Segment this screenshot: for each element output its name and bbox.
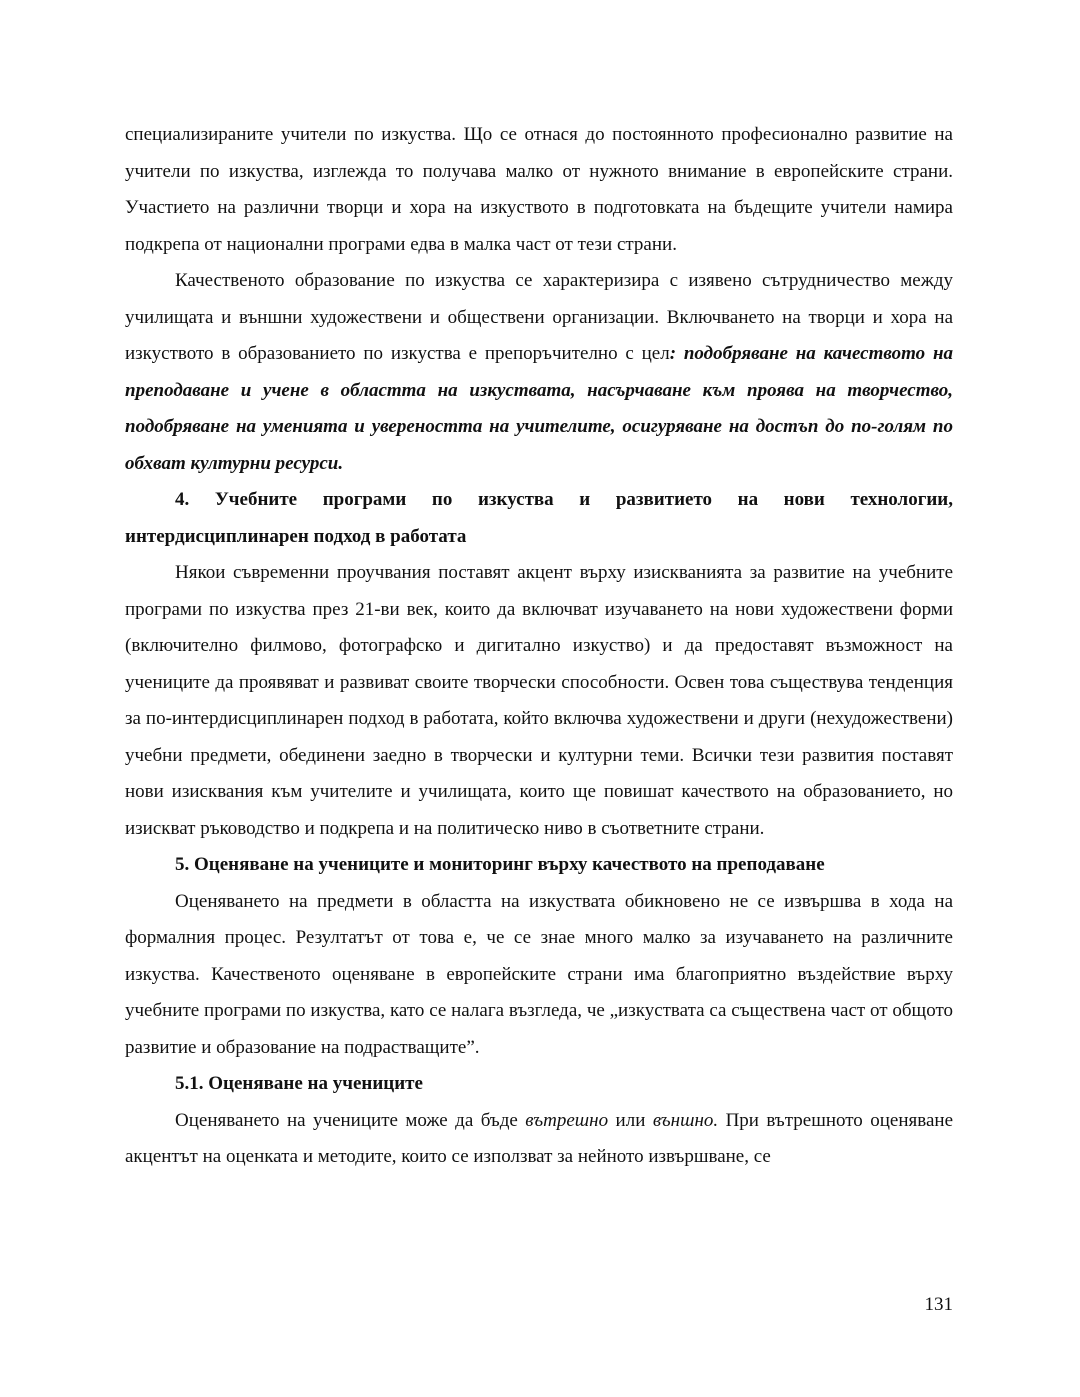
document-page [125, 117, 953, 1176]
paragraph-student-assessment-text-2: или [608, 1109, 653, 1131]
paragraph-curricula: Някои съвременни проучвания поставят акцент върху изискванията за развитие на учебните програми по изкуства през 21-ви век, които да включват изучаването на нови художествени форми (включително филмово, фотографско и дигитално изкуство) и да предоставят възможност на учениците да проявяват и развиват своите творчески способности. Освен това съществува тенденция за по-интердисциплинарен подход в работата, който включва художествени и други (нехудожествени) учебни предмети, обединени заедно в творчески и културни теми. Всички тези развития поставят нови изисквания към учителите и училищата, които ще повишат качеството на образованието, но изискват ръководство и подкрепа и на политическо ниво в съответните страни. [125, 562, 953, 839]
paragraph-student-assessment-text-1: Оценяването на учениците може да бъде [175, 1109, 526, 1131]
paragraph-quality-education-emphasis: : подобряване на качеството на преподаване и учене в областта на изкуствата, насърчаване към проява на творчество, подобряване на уменията и увереността на учителите, осигуряване на достъп до по-голям по обхват културни ресурси. [125, 343, 953, 474]
section-heading-5-1: 5.1. Оценяване на учениците [175, 1073, 423, 1094]
paragraph-professional-development: специализираните учители по изкуства. Що се отнася до постоянното професионално развитие на учители по изкуства, изглежда то получава малко от нужното внимание в европейските страни. Участието на различни творци и хора на изкуството в подготовката на бъдещите учители намира подкрепа от национални програми едва в малка част от тези страни. [125, 124, 953, 255]
paragraph-quality-education [125, 263, 953, 482]
paragraph-student-assessment [125, 1103, 953, 1176]
paragraph-quality-education-text: Качественото образование по изкуства се характеризира с изявено сътрудничество между училищата и външни художествени и обществени организации. Включването на творци и хора на изкуството в образованието по изкуства е препоръчително с цел [125, 270, 953, 364]
paragraph-assessment: Оценяването на предмети в областта на изкуствата обикновено не се извършва в хода на формалния процес. Резултатът от това е, че се знае много малко за изучаването на различните изкуства. Качественото оценяване в европейските страни има благоприятно въздействие върху учебните програми по изкуства, като се налага възгледа, че „изкуствата са съществена част от общото развитие и образование на подрастващите”. [125, 890, 953, 1058]
paragraph-student-assessment-text-3: При вътрешното оценяване акцентът на оценката и методите, които се използват за нейното извършване, се [125, 1109, 954, 1167]
page-number: 131 [924, 1294, 953, 1315]
term-internal: вътрешно [525, 1109, 609, 1131]
section-heading-5: 5. Оценяване на учениците и мониторинг върху качеството на преподаване [175, 854, 825, 875]
section-heading-4: 4. Учебните програми по изкуства и развитието на нови технологии, интердисциплинарен подход в работата [125, 489, 953, 547]
term-external: външно. [652, 1109, 719, 1131]
